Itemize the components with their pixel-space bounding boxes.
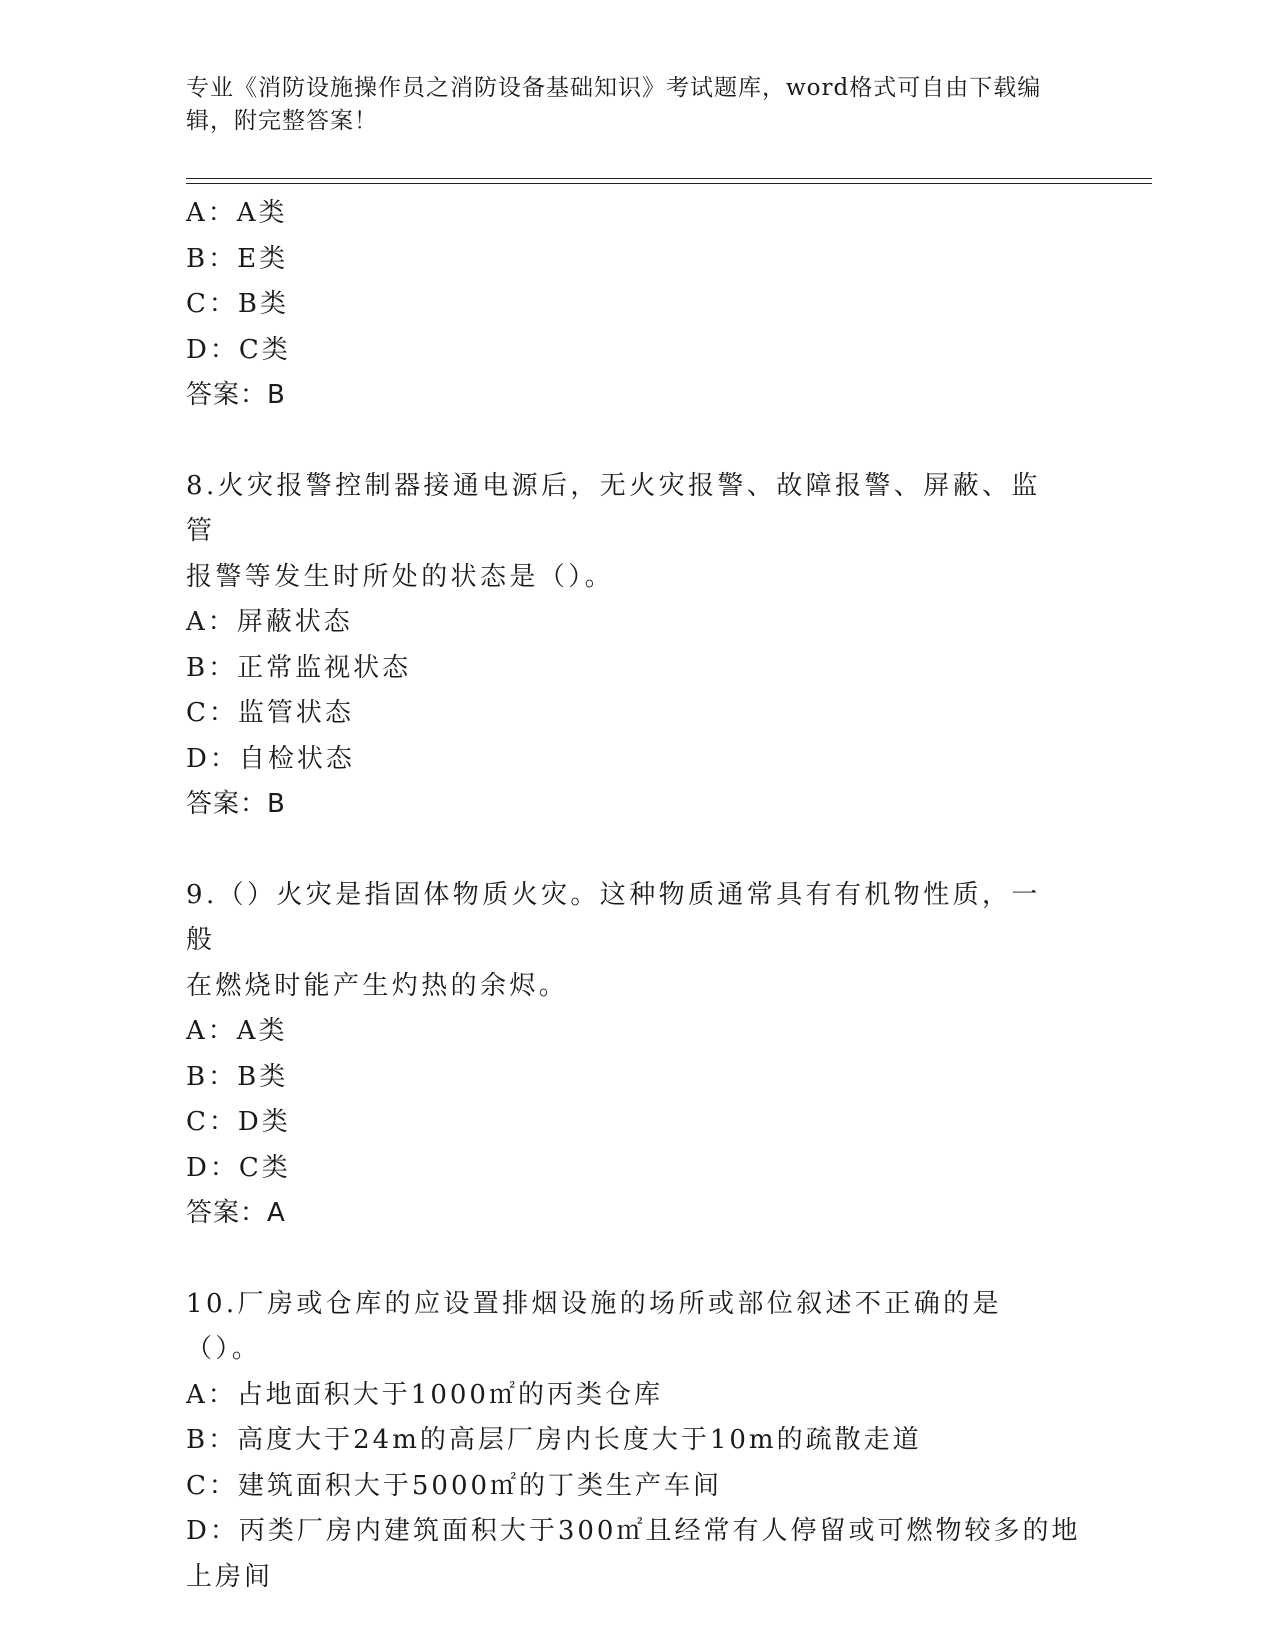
header-line-2: 辑，附完整答案！ xyxy=(186,108,378,134)
option-a: A：屏蔽状态 xyxy=(186,607,353,637)
option-d-continuation: 上房间 xyxy=(186,1561,274,1592)
option-b: B：高度大于24m的高层厂房内长度大于10m的疏散走道 xyxy=(186,1425,922,1455)
question-9 xyxy=(186,873,1086,1237)
question-stem-line-2: 报警等发生时所处的状态是（）。 xyxy=(186,561,615,592)
question-stem-line-2: 在燃烧时能产生灼热的余烬。 xyxy=(186,970,569,1001)
answer: 答案：B xyxy=(186,380,286,410)
option-a: A：A类 xyxy=(186,198,288,228)
option-d: D：丙类厂房内建筑面积大于300㎡且经常有人停留或可燃物较多的地 xyxy=(186,1516,1081,1546)
option-d: D：自检状态 xyxy=(186,743,355,774)
option-b: B：E类 xyxy=(186,243,289,274)
option-a: A：A类 xyxy=(186,1016,288,1046)
option-c: C：B类 xyxy=(186,289,290,319)
option-c: C：建筑面积大于5000㎡的丁类生产车间 xyxy=(186,1470,723,1501)
question-list xyxy=(186,191,1086,1600)
option-b: B：正常监视状态 xyxy=(186,652,412,683)
answer: 答案：B xyxy=(186,789,286,819)
question-stem-line-1: 10.厂房或仓库的应设置排烟设施的场所或部位叙述不正确的是（）。 xyxy=(186,1288,1002,1364)
option-c: C：监管状态 xyxy=(186,698,354,728)
option-c: C：D类 xyxy=(186,1107,291,1137)
spacer xyxy=(186,1237,1086,1282)
header-line-1: 专业《消防设施操作员之消防设备基础知识》考试题库，word格式可自由下载编 xyxy=(186,75,1042,101)
question-stem-line-1: 8.火灾报警控制器接通电源后，无火灾报警、故障报警、屏蔽、监管 xyxy=(186,470,1041,546)
option-a: A：占地面积大于1000㎡的丙类仓库 xyxy=(186,1379,663,1410)
question-8 xyxy=(186,464,1086,828)
option-d: D：C类 xyxy=(186,334,291,365)
question-stem-line-1: 9.（）火灾是指固体物质火灾。这种物质通常具有有机物性质，一般 xyxy=(186,879,1041,955)
header-divider-top xyxy=(186,178,1152,179)
spacer xyxy=(186,828,1086,873)
option-d: D：C类 xyxy=(186,1152,291,1183)
document-header xyxy=(186,72,1066,138)
spacer xyxy=(186,419,1086,464)
option-b: B：B类 xyxy=(186,1061,289,1092)
header-divider-bottom xyxy=(186,183,1152,184)
question-7 xyxy=(186,191,1086,419)
answer: 答案：A xyxy=(186,1198,286,1228)
question-10 xyxy=(186,1282,1086,1601)
